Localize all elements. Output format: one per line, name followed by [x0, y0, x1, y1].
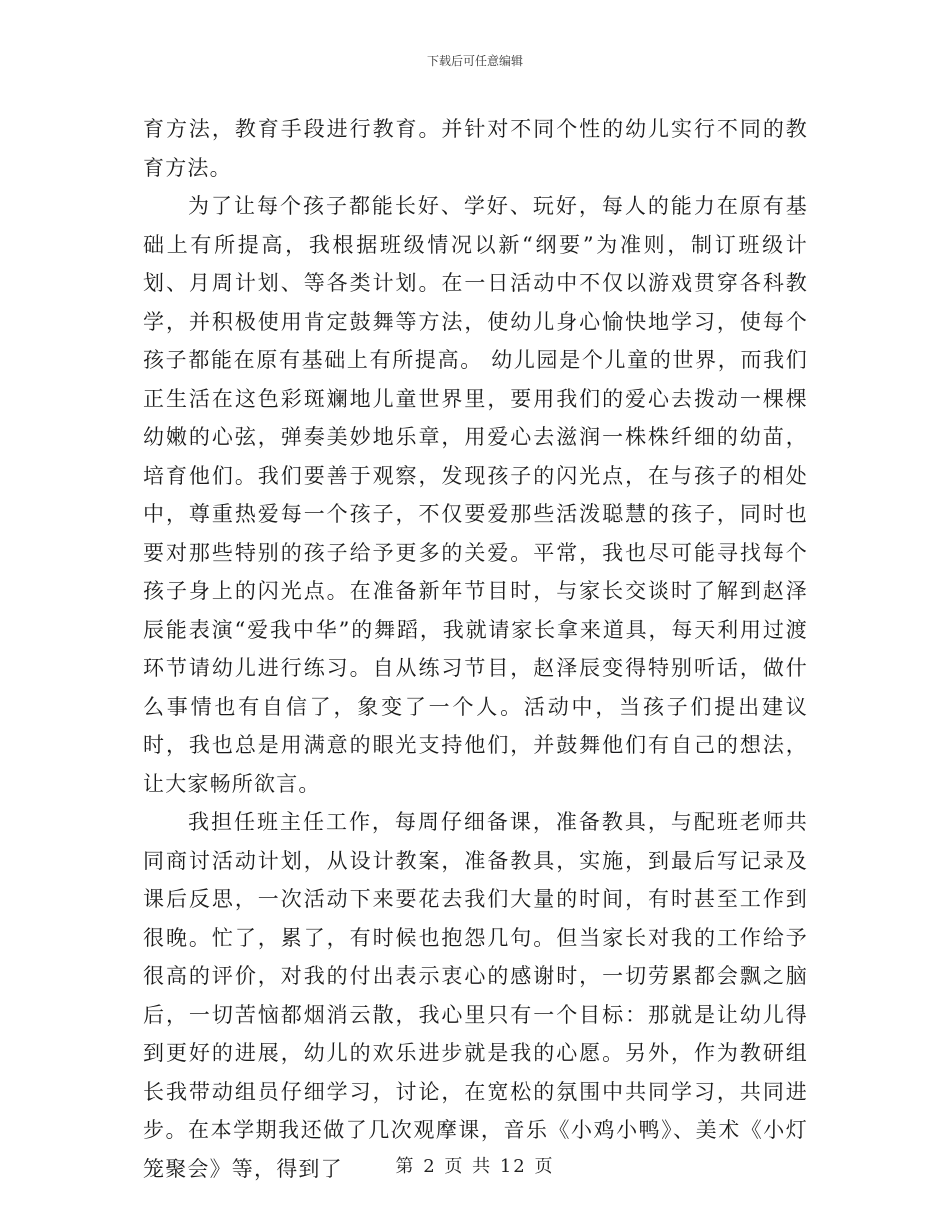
document-body: [143, 110, 808, 1188]
paragraph-1: 育方法，教育手段进行教育。并针对不同个性的幼儿实行不同的教育方法。: [143, 117, 808, 180]
page-number-footer: 第 2 页 共 12 页: [395, 1156, 555, 1177]
paragraph-3: 我担任班主任工作，每周仔细备课，准备教具，与配班老师共同商讨活动计划，从设计教案，准备教具，实施，到最后写记录及课后反思，一次活动下来要花去我们大量的时间，有时甚至工作到很晚。忙了，累了，有时候也抱怨几句。但当家长对我的工作给予很高的评价，对我的付出表示衷心的感谢时，一切劳累都会飘之脑后，一切苦恼都烟消云散，我心里只有一个目标：那就是让幼儿得到更好的进展，幼儿的欢乐进步就是我的心愿。另外，作为教研组长我带动组员仔细学习，讨论，在宽松的氛围中共同学习，共同进步。在本学期我还做了几次观摩课，音乐《小鸡小鸭》、美术《小灯笼聚会》等，得到了: [143, 810, 808, 1181]
page-header: 下载后可任意编辑: [426, 54, 523, 68]
paragraph-2: 为了让每个孩子都能长好、学好、玩好，每人的能力在原有基础上有所提高，我根据班级情况以新“纲要”为准则，制订班级计划、月周计划、等各类计划。在一日活动中不仅以游戏贯穿各科教学，并积极使用肯定鼓舞等方法，使幼儿身心愉快地学习，使每个孩子都能在原有基础上有所提高。 幼儿园是个儿童的世界，而我们正生活在这色彩斑斓地儿童世界里，要用我们的爱心去拨动一棵棵幼嫩的心弦，弹奏美妙地乐章，用爱心去滋润一株株纤细的幼苗，培育他们。我们要善于观察，发现孩子的闪光点，在与孩子的相处中，尊重热爱每一个孩子，不仅要爱那些活泼聪慧的孩子，同时也要对那些特别的孩子给予更多的关爱。平常，我也尽可能寻找每个孩子身上的闪光点。在准备新年节目时，与家长交谈时了解到赵泽辰能表演“爱我中华”的舞蹈，我就请家长拿来道具，每天利用过渡环节请幼儿进行练习。自从练习节目，赵泽辰变得特别听话，做什么事情也有自信了，象变了一个人。活动中，当孩子们提出建议时，我也总是用满意的眼光支持他们，并鼓舞他们有自己的想法，让大家畅所欲言。: [143, 194, 808, 796]
